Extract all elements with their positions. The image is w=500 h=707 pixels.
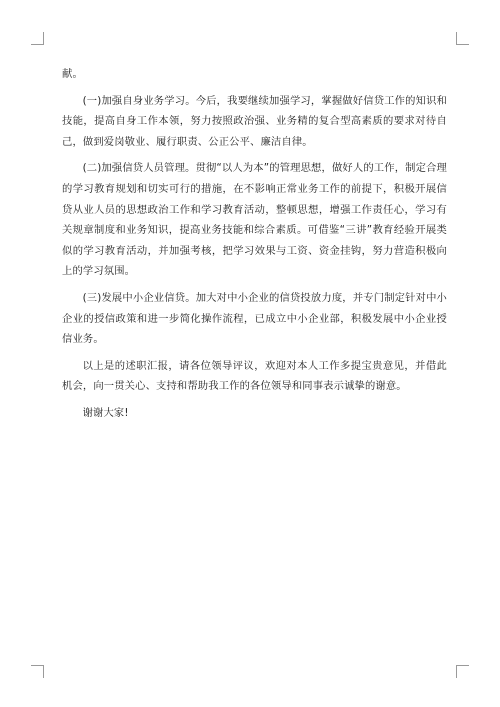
- crop-mark-top-left: [31, 32, 44, 45]
- document-body: [62, 64, 447, 430]
- paragraph-sme-credit: (三)发展中小企业信贷。加大对中小企业的信贷投放力度，并专门制定针对中小企业的授信政策和进一步简化操作流程，已成立中小企业部，积极发展中小企业授信业务。: [62, 291, 447, 346]
- paragraph-staff-management: (二)加强信贷人员管理。贯彻“以人为本”的管理思想，做好人的工作，制定合理的学习教育规划和切实可行的措施，在不影响正常业务工作的前提下，积极开展信贷从业人员的思想政治工作和学习教育活动，整顿思想，增强工作责任心，学习有关规章制度和业务知识，提高业务技能和综合素质。可借鉴“三讲”教育经验开展类似的学习教育活动，并加强考核，把学习效果与工资、资金挂钩，努力营造积极向上的学习氛围。: [62, 162, 447, 278]
- paragraph-thanks: 谢谢大家!: [82, 406, 129, 419]
- crop-mark-top-right: [456, 32, 469, 45]
- paragraph-continuation: 献。: [62, 68, 83, 80]
- crop-mark-bottom-left: [31, 665, 44, 678]
- crop-mark-bottom-right: [456, 665, 469, 678]
- paragraph-closing: 以上是的述职汇报，请各位领导评议，欢迎对本人工作多提宝贵意见，并借此机会，向一贯关心、支持和帮助我工作的各位领导和同事表示诚挚的谢意。: [62, 359, 447, 393]
- paragraph-self-study: (一)加强自身业务学习。今后，我要继续加强学习，掌握做好信贷工作的知识和技能，提高自身工作本领，努力按照政治强、业务精的复合型高素质的要求对待自己，做到爱岗敬业、履行职责、公正公平、廉洁自律。: [62, 94, 447, 148]
